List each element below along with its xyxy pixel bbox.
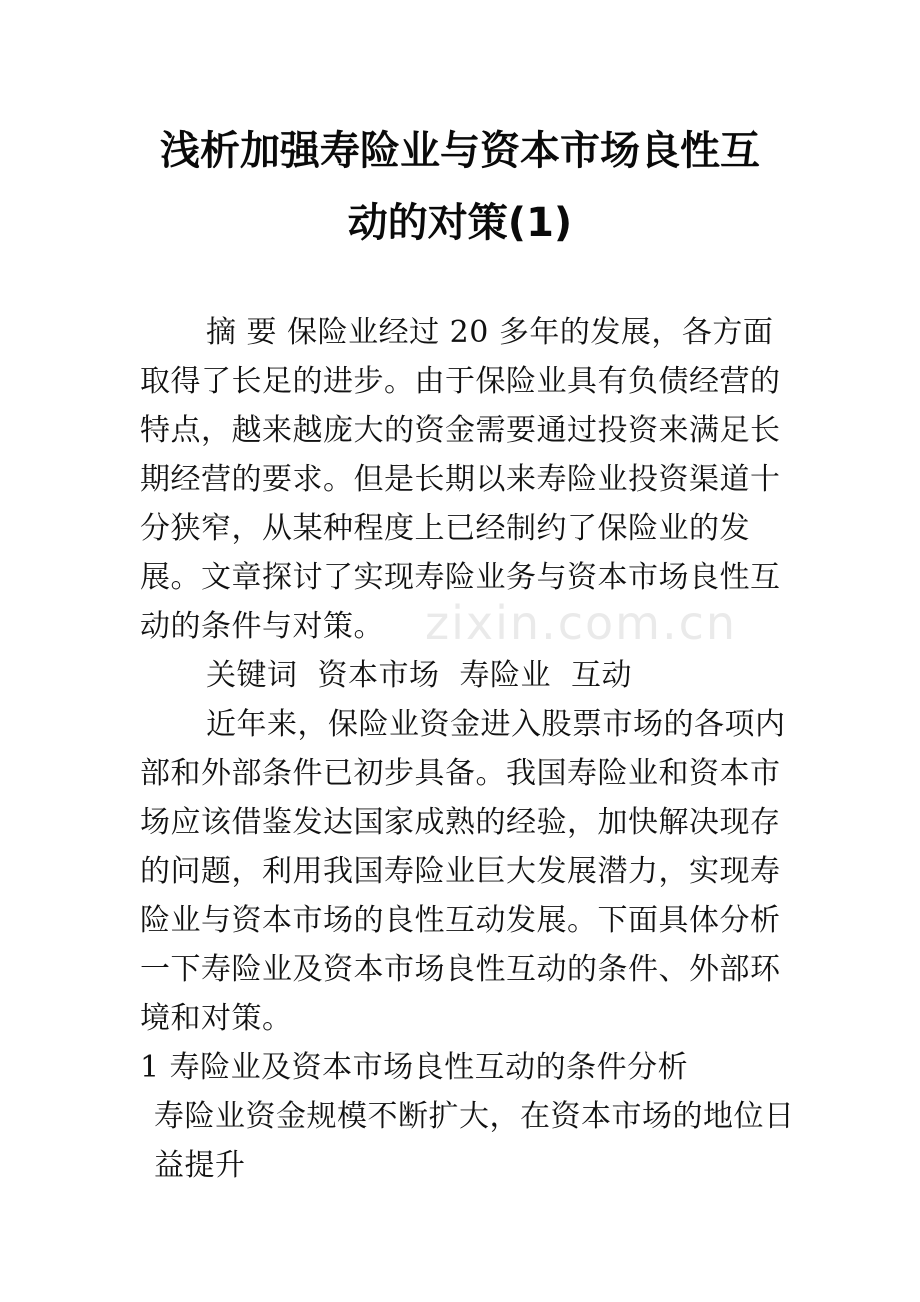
subsection-heading: 寿险业资金规模不断扩大，在资本市场的地位日益提升 — [154, 1099, 795, 1183]
document-body — [140, 308, 800, 1190]
document-title-line-1: 浅析加强寿险业与资本市场良性互 — [160, 128, 760, 174]
section-heading: 1 寿险业及资本市场良性互动的条件分析 — [140, 1050, 689, 1085]
keywords-label: 关键词 — [206, 658, 298, 693]
keyword-item: 互动 — [571, 658, 632, 693]
intro-paragraph: 近年来，保险业资金进入股票市场的各项内部和外部条件已初步具备。我国寿险业和资本市场应该借鉴发达国家成熟的经验，加快解决现存的问题，利用我国寿险业巨大发展潜力，实现寿险业与资本市场的良性互动发展。下面具体分析一下寿险业及资本市场良性互动的条件、外部环境和对策。 — [140, 707, 786, 1036]
abstract-paragraph: 摘 要 保险业经过 20 多年的发展，各方面取得了长足的进步。由于保险业具有负债经营的特点，越来越庞大的资金需要通过投资来满足长期经营的要求。但是长期以来寿险业投资渠道十分狭窄，从某种程度上已经制约了保险业的发展。文章探讨了实现寿险业务与资本市场良性互动的条件与对策。 — [140, 315, 781, 644]
document-title-line-2: 动的对策(1) — [347, 200, 573, 246]
keywords-line — [140, 651, 800, 700]
keyword-item: 寿险业 — [459, 658, 551, 693]
keyword-item: 资本市场 — [317, 658, 440, 693]
watermark-text: zixin.com.cn — [425, 596, 738, 650]
